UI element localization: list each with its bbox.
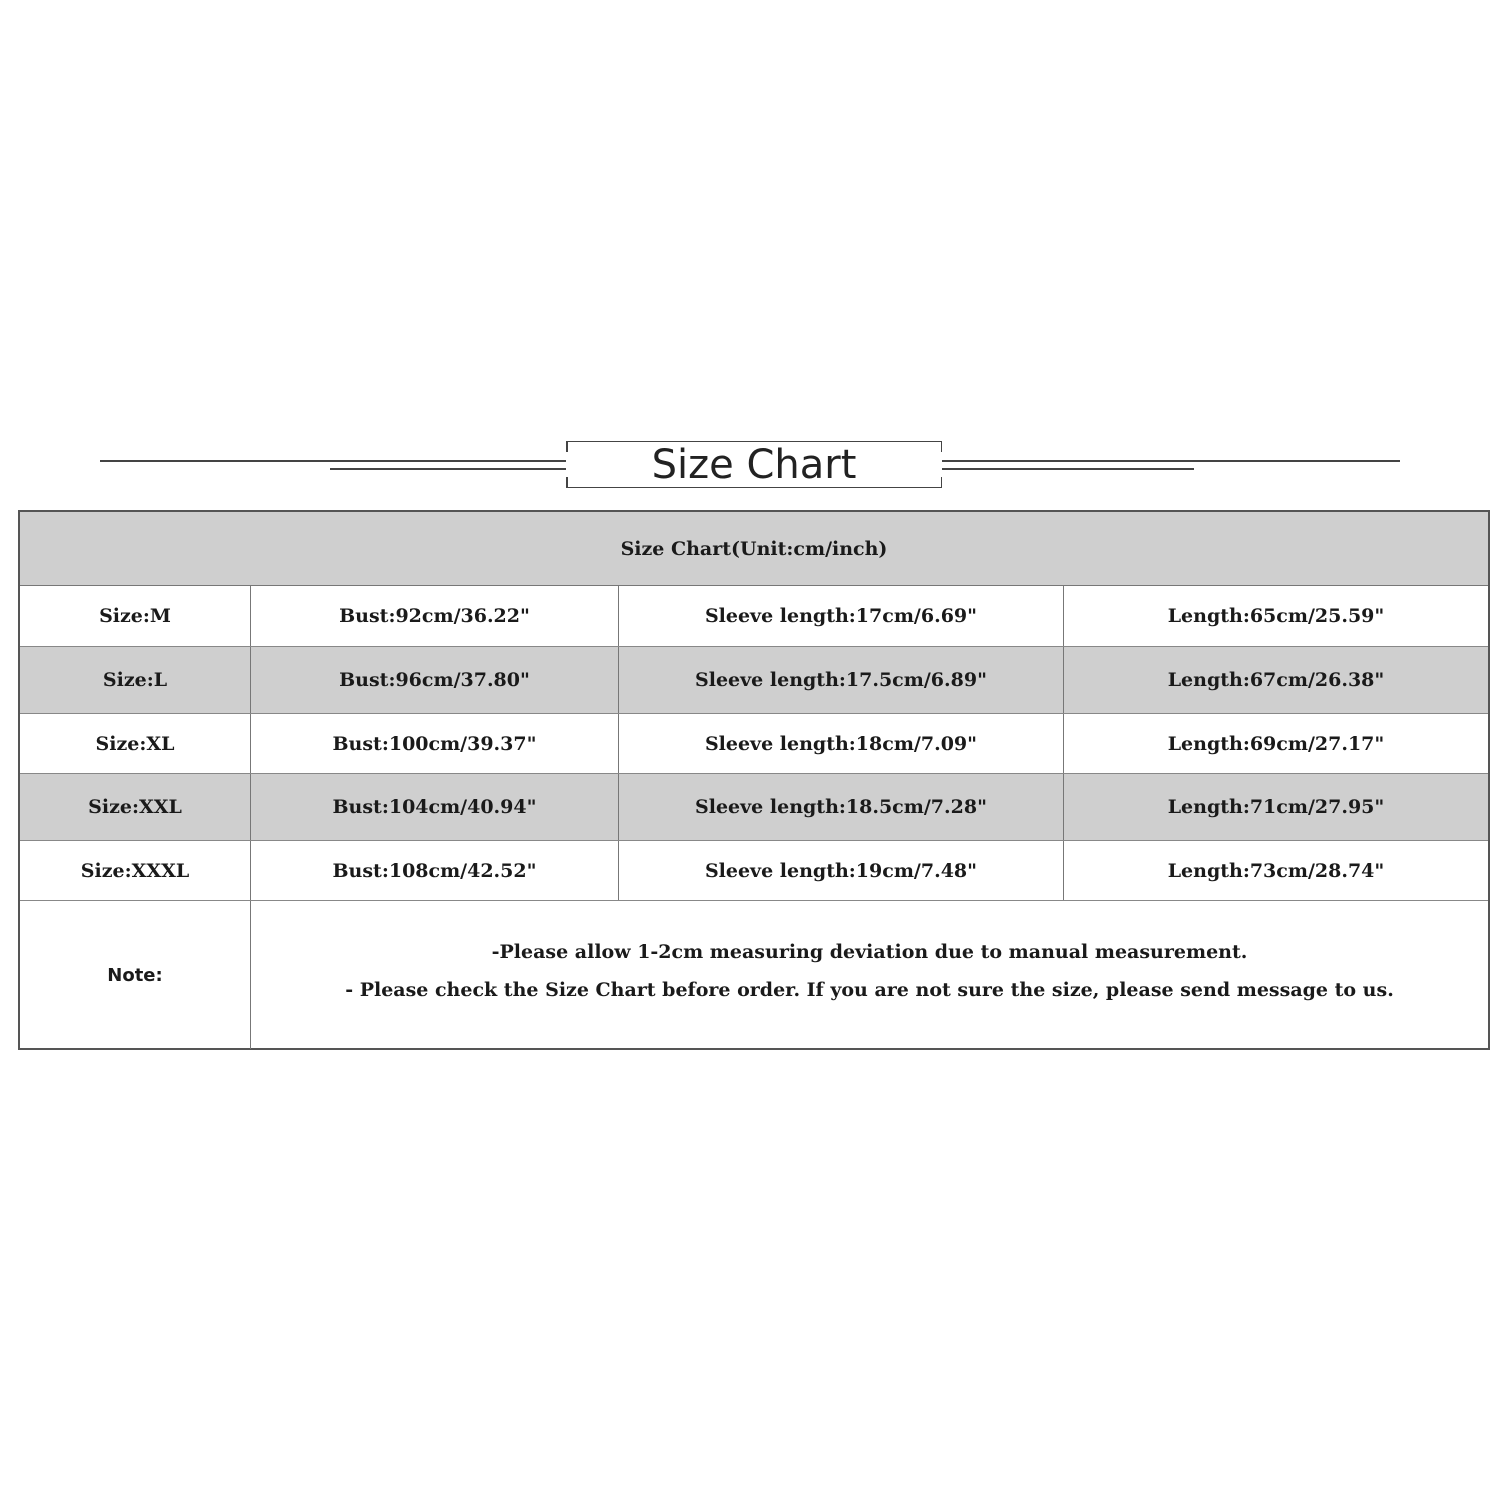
note-label: Note: <box>20 901 251 1049</box>
size-cell: Size:XXXL <box>20 841 251 900</box>
note-line: - Please check the Size Chart before order. If you are not sure the size, please send message to us. <box>345 979 1394 1001</box>
decorative-rule <box>100 460 566 462</box>
note-text <box>251 901 1488 1049</box>
length-cell: Length:73cm/28.74" <box>1167 859 1385 882</box>
sleeve-cell: Sleeve length:18cm/7.09" <box>619 714 1064 773</box>
sleeve-cell: Sleeve length:18.5cm/7.28" <box>619 774 1064 840</box>
sleeve-cell: Sleeve length:17cm/6.69" <box>619 586 1064 646</box>
page-title: Size Chart <box>651 441 857 488</box>
sleeve-cell: Sleeve length:17.5cm/6.89" <box>619 647 1064 713</box>
sleeve-cell: Sleeve length:19cm/7.48" <box>619 841 1064 900</box>
bust-cell: Bust:108cm/42.52" <box>251 841 619 900</box>
bust-cell: Bust:92cm/36.22" <box>251 586 619 646</box>
size-cell: Size:XXL <box>20 774 251 840</box>
decorative-rule <box>942 460 1400 462</box>
table-header-row <box>20 512 1488 586</box>
length-cell: Length:67cm/26.38" <box>1167 669 1385 691</box>
table-header: Size Chart(Unit:cm/inch) <box>620 537 888 560</box>
size-cell: Size:M <box>20 586 251 646</box>
size-cell: Size:L <box>20 647 251 713</box>
bust-cell: Bust:100cm/39.37" <box>251 714 619 773</box>
table-row <box>20 774 1488 841</box>
size-chart-title-banner <box>0 430 1500 500</box>
table-row <box>20 714 1488 774</box>
length-cell: Length:65cm/25.59" <box>1167 605 1385 627</box>
length-cell: Length:71cm/27.95" <box>1167 796 1385 818</box>
size-table <box>18 510 1490 1050</box>
note-line: -Please allow 1-2cm measuring deviation due to manual measurement. <box>491 941 1248 963</box>
table-row <box>20 586 1488 647</box>
title-frame <box>566 441 942 488</box>
length-cell: Length:69cm/27.17" <box>1167 732 1385 755</box>
table-row <box>20 647 1488 714</box>
table-row <box>20 841 1488 901</box>
note-row <box>20 901 1488 1049</box>
bust-cell: Bust:96cm/37.80" <box>251 647 619 713</box>
bust-cell: Bust:104cm/40.94" <box>251 774 619 840</box>
decorative-rule <box>330 468 566 470</box>
size-cell: Size:XL <box>20 714 251 773</box>
decorative-rule <box>942 468 1194 470</box>
